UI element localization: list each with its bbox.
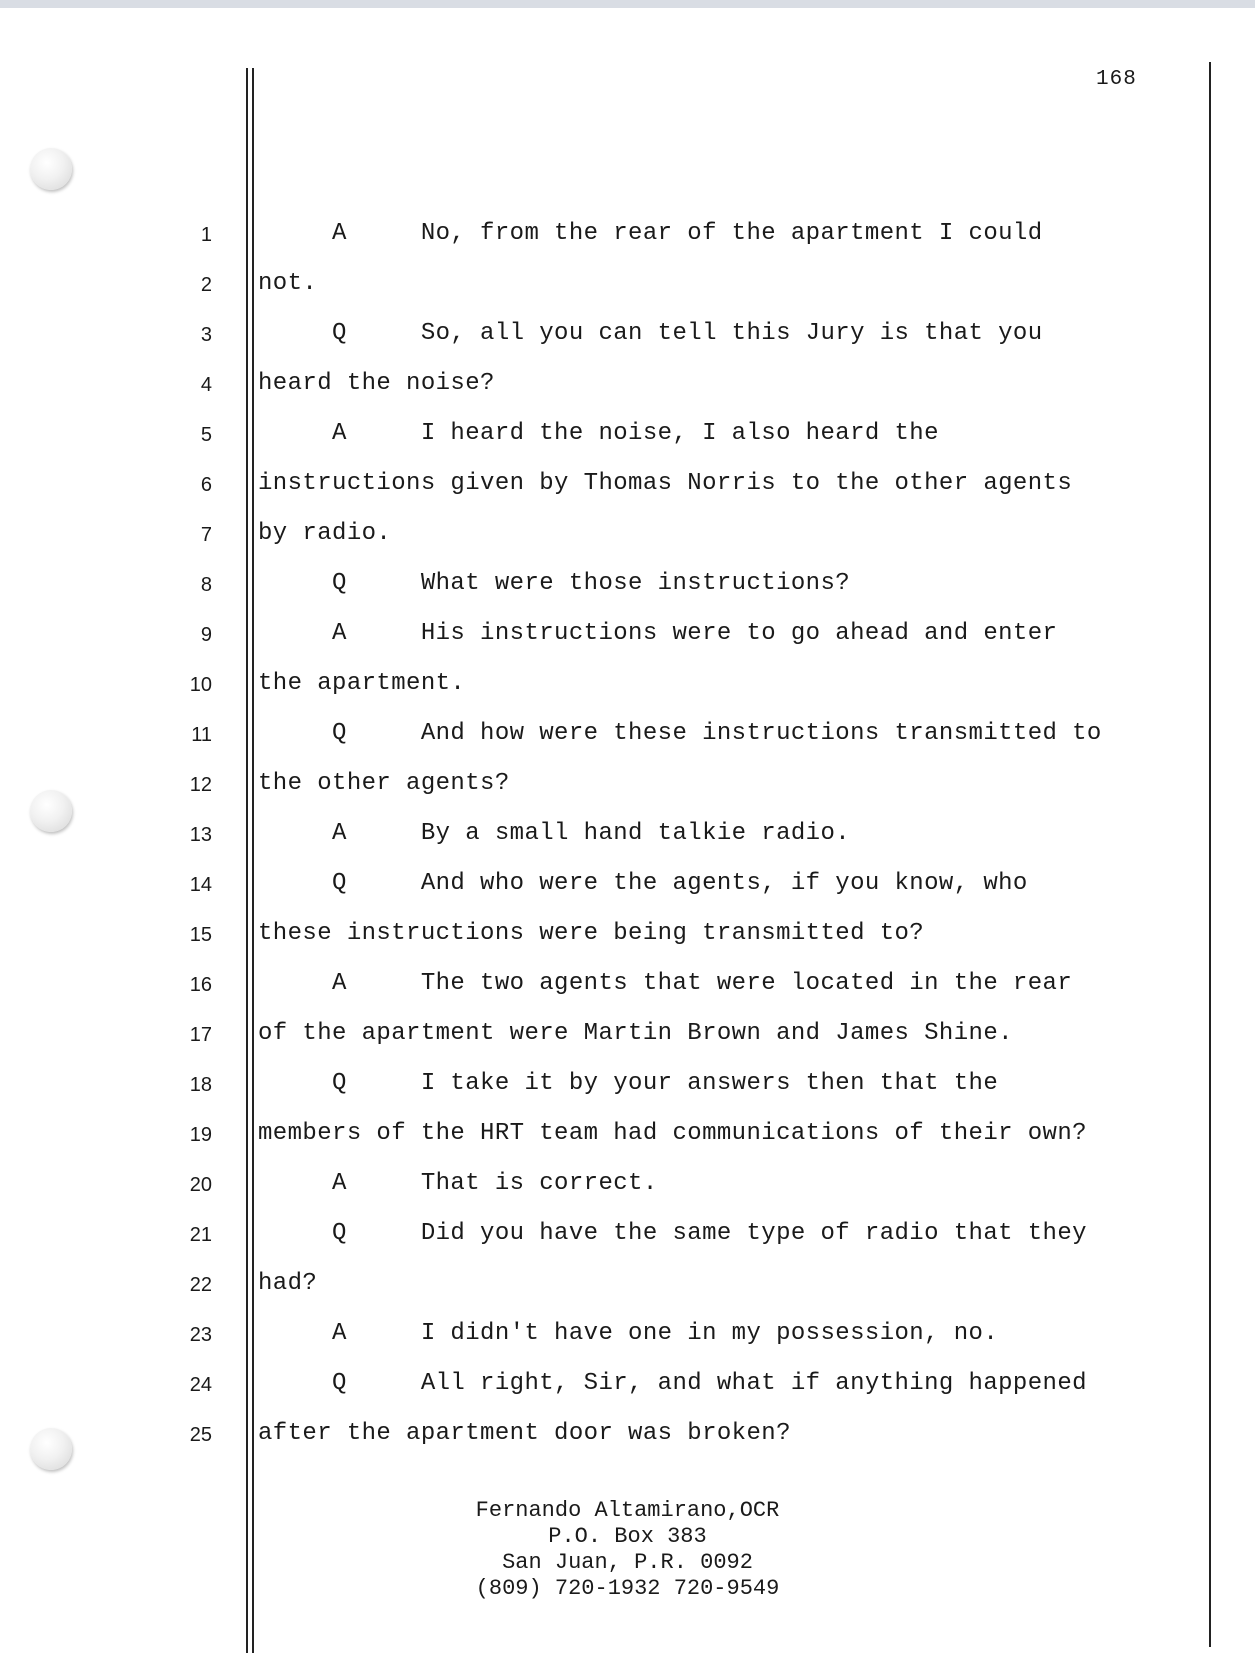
footer-reporter-name: Fernando Altamirano,OCR (475, 1498, 780, 1523)
line-number: 9 (200, 624, 212, 646)
transcript-line: Q All right, Sir, and what if anything happened (258, 1370, 1087, 1397)
transcript-line: the other agents? (258, 770, 510, 797)
line-number: 23 (189, 1324, 212, 1346)
footer-po-box: P.O. Box 383 (548, 1524, 707, 1549)
line-number: 10 (189, 674, 212, 696)
transcript-line: had? (258, 1270, 318, 1297)
binder-hole-middle (30, 790, 72, 832)
transcript-line: Q And how were these instructions transmitted to (258, 720, 1102, 747)
transcript-line: of the apartment were Martin Brown and James Shine. (258, 1020, 1013, 1047)
footer-city: San Juan, P.R. 0092 (502, 1550, 753, 1575)
line-number: 1 (200, 224, 212, 246)
transcript-line: Q Did you have the same type of radio that they (258, 1220, 1087, 1247)
transcript-line: these instructions were being transmitted to? (258, 920, 925, 947)
line-number: 2 (200, 274, 212, 296)
line-number: 19 (189, 1124, 212, 1146)
transcript-line: A The two agents that were located in the rear (258, 970, 1073, 997)
transcript-line: A No, from the rear of the apartment I could (258, 220, 1043, 247)
line-number: 22 (189, 1274, 212, 1296)
line-number: 25 (189, 1424, 212, 1446)
transcript-line: A I didn't have one in my possession, no. (258, 1320, 999, 1347)
transcript-line: A His instructions were to go ahead and enter (258, 620, 1058, 647)
transcript-line: the apartment. (258, 670, 466, 697)
transcript-line: members of the HRT team had communications of their own? (258, 1120, 1087, 1147)
transcript-line: Q I take it by your answers then that the (258, 1070, 999, 1097)
line-number: 4 (200, 374, 212, 396)
line-number: 14 (189, 874, 212, 896)
footer-phone: (809) 720-1932 720-9549 (475, 1576, 780, 1601)
line-number: 21 (189, 1224, 212, 1246)
line-number: 20 (189, 1174, 212, 1196)
line-number: 8 (200, 574, 212, 596)
transcript-line: instructions given by Thomas Norris to the other agents (258, 470, 1073, 497)
line-number: 12 (189, 774, 212, 796)
line-number: 17 (189, 1024, 212, 1046)
transcript-line: after the apartment door was broken? (258, 1420, 791, 1447)
left-margin-rule-inner (252, 68, 254, 1653)
transcript-line: A By a small hand talkie radio. (258, 820, 851, 847)
line-number: 3 (200, 324, 212, 346)
right-margin-rule (1209, 62, 1211, 1647)
scan-top-edge (0, 0, 1255, 8)
line-number: 16 (189, 974, 212, 996)
binder-hole-top (30, 148, 72, 190)
line-number: 24 (189, 1374, 212, 1396)
transcript-line: A That is correct. (258, 1170, 658, 1197)
binder-hole-bottom (30, 1428, 72, 1470)
transcript-line: by radio. (258, 520, 392, 547)
line-number: 6 (200, 474, 212, 496)
transcript-line: heard the noise? (258, 370, 495, 397)
transcript-line: A I heard the noise, I also heard the (258, 420, 939, 447)
line-number: 15 (189, 924, 212, 946)
transcript-line: Q So, all you can tell this Jury is that you (258, 320, 1043, 347)
line-number: 13 (189, 824, 212, 846)
transcript-line: not. (258, 270, 318, 297)
left-margin-rule-outer (246, 68, 248, 1653)
page-number: 168 (1096, 68, 1137, 91)
line-number: 18 (189, 1074, 212, 1096)
transcript-line: Q What were those instructions? (258, 570, 851, 597)
line-number: 7 (200, 524, 212, 546)
transcript-line: Q And who were the agents, if you know, who (258, 870, 1028, 897)
line-number: 5 (200, 424, 212, 446)
line-number: 11 (191, 724, 212, 746)
